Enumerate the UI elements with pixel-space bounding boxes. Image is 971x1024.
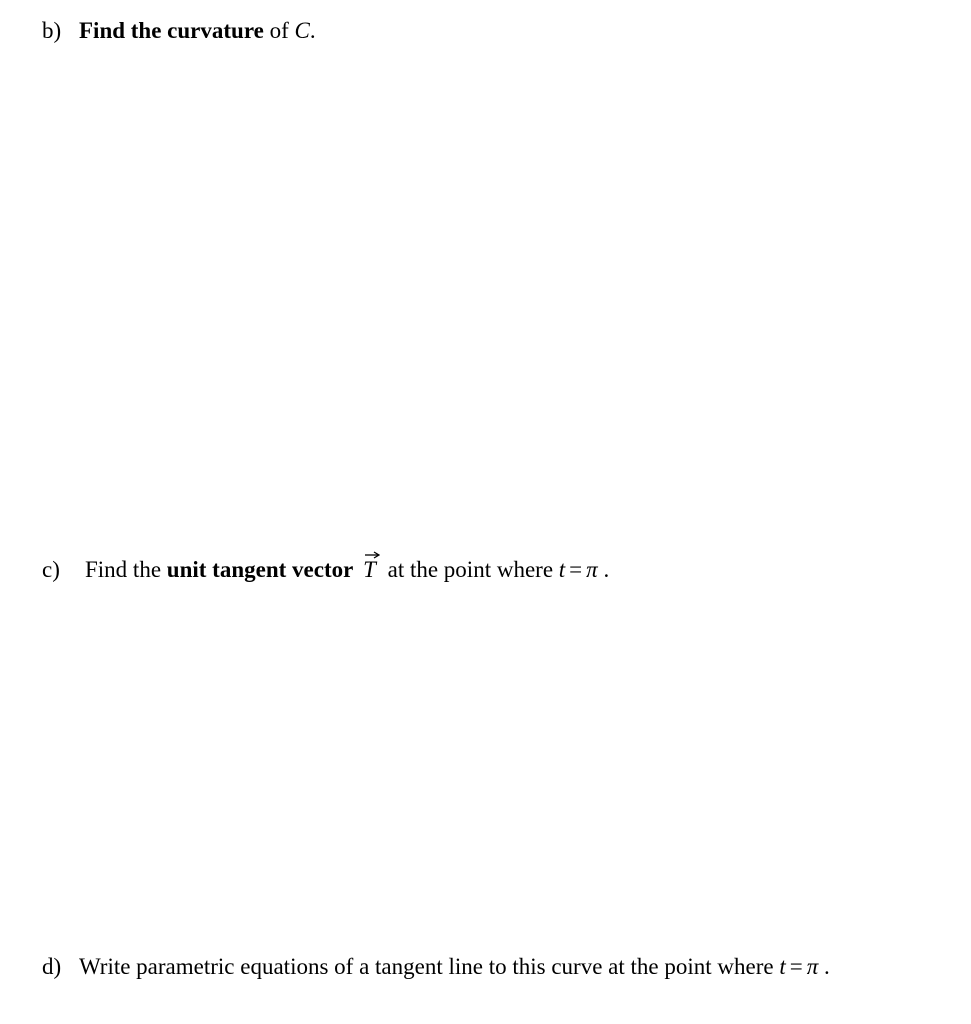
question-d [42,955,830,978]
math-variable: C [294,18,310,43]
question-bold-text: unit tangent vector [166,557,354,582]
question-text: Find the [85,557,162,582]
question-text: at the point where [387,557,554,582]
question-bold-text: Find the curvature [79,18,264,43]
vector-arrow-icon [364,551,380,559]
question-c [42,558,609,581]
question-label: d) [42,954,62,979]
question-label: b) [42,18,62,43]
question-label: c) [42,557,60,582]
vector-letter: T [363,557,376,582]
math-value: π [806,954,819,979]
math-variable: t [558,557,566,582]
math-variable: t [779,954,786,979]
equals-sign: = [569,557,583,582]
question-text: of [269,18,289,43]
punctuation: . [603,557,610,582]
punctuation: . [309,18,316,43]
vector-symbol [363,558,376,581]
question-b [42,19,316,42]
punctuation: . [823,954,830,979]
equals-sign: = [789,954,803,979]
question-text: Write parametric equations of a tangent line to this curve at the point where [79,954,774,979]
math-value: π [586,557,598,582]
